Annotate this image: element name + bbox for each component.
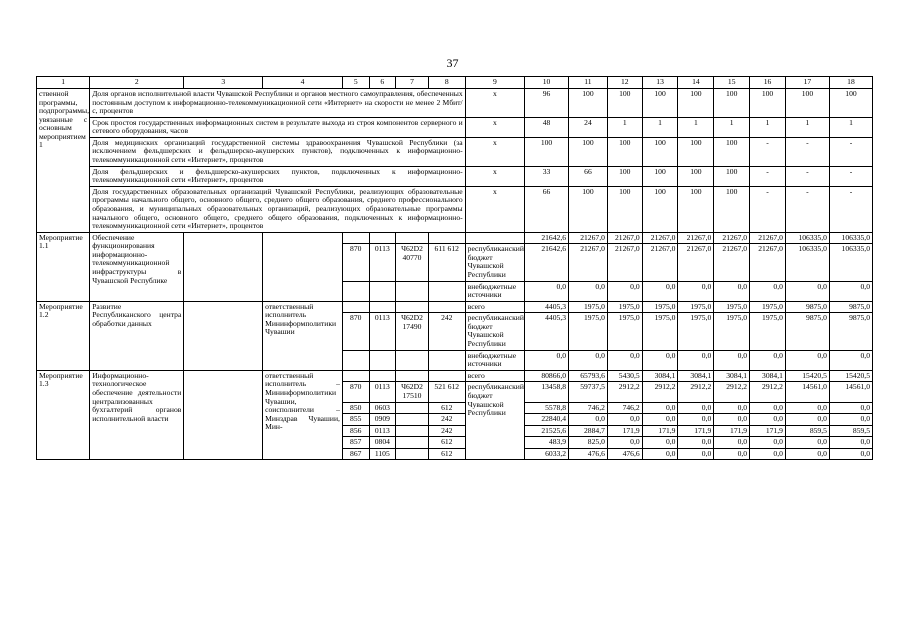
value-cell: 0,0 [829,448,872,460]
value-cell: 171,9 [714,425,750,437]
budget-code [396,402,429,414]
measure-label: Мероприятие 1.2 [37,301,90,370]
value-cell: 0,0 [785,350,829,370]
indicator-mark: x [465,166,524,186]
budget-code: 611 612 [428,244,465,281]
value-cell: 825,0 [569,437,608,449]
value-cell: 6033,2 [525,448,569,460]
indicator-mark: x [465,186,524,232]
column-header: 14 [678,77,714,89]
budget-code: 0909 [369,414,396,426]
value-cell: 0,0 [714,350,750,370]
value-cell: 2912,2 [678,382,714,402]
source-label: внебюджетные источники [465,350,524,370]
value-cell: 0,0 [714,402,750,414]
measure-name: Развитие Республиканского центра обработки данных [90,301,184,370]
value-cell: 171,9 [750,425,786,437]
empty-cell [342,232,369,244]
empty-cell [342,281,369,301]
value-cell: 1 [714,117,750,137]
budget-code: 870 [342,313,369,350]
value-cell: 66 [525,186,569,232]
value-cell: 171,9 [678,425,714,437]
value-cell: 476,6 [569,448,608,460]
empty-cell [396,370,429,382]
value-cell: 2912,2 [750,382,786,402]
value-cell: 1975,0 [714,313,750,350]
empty-cell [184,232,263,301]
value-cell: 100 [785,89,829,118]
value-cell: 0,0 [750,281,786,301]
column-header: 11 [569,77,608,89]
executor: ответственный исполнитель Мининформполитики Чувашии [263,301,343,370]
budget-code: 521 612 [428,382,465,402]
value-cell: 21267,0 [750,244,786,281]
value-cell: 9875,0 [829,301,872,313]
value-cell: 0,0 [678,281,714,301]
column-header: 16 [750,77,786,89]
budget-code: 870 [342,244,369,281]
value-cell: - [785,166,829,186]
value-cell: 0,0 [678,437,714,449]
value-cell: 0,0 [750,350,786,370]
indicator-text: Доля государственных образовательных организаций Чувашской Республики, реализующих образовательные программы начального общего, основного общего, среднего общего образования, среднего профессионального образования, и муниципальных образовательных организаций, реализующих образовательные программы начального общего, основного общего, среднего общего образования, подключенных к информационно-телекоммуникационной сети «Интернет», процентов [90,186,465,232]
value-cell: 106335,0 [829,232,872,244]
empty-cell [184,370,263,460]
value-cell: 100 [714,137,750,166]
value-cell: 5578,8 [525,402,569,414]
value-cell: 0,0 [785,448,829,460]
empty-cell [396,232,429,244]
value-cell: 2912,2 [607,382,642,402]
value-cell: 0,0 [569,350,608,370]
value-cell: 1975,0 [569,313,608,350]
value-cell: 9875,0 [785,313,829,350]
value-cell: 100 [569,186,608,232]
budget-code [396,448,429,460]
indicator-row [37,166,873,186]
empty-cell [396,281,429,301]
value-cell: 21267,0 [714,232,750,244]
value-cell: 1975,0 [750,301,786,313]
value-cell: 0,0 [750,437,786,449]
value-cell: 100 [829,89,872,118]
value-cell: 9875,0 [829,313,872,350]
header-row [37,77,873,89]
source-label: республиканский бюджет Чувашской Республики [465,244,524,281]
value-cell: - [750,186,786,232]
value-cell: - [785,186,829,232]
column-header: 5 [342,77,369,89]
value-cell: 1975,0 [642,313,678,350]
source-label: всего [465,301,524,313]
value-cell: 1 [678,117,714,137]
executor: ответственный исполнитель – Мининформполитики Чувашии, соисполнители – Минздрав Чувашии, Мин- [263,370,343,460]
empty-cell [342,370,369,382]
value-cell: 0,0 [750,448,786,460]
value-cell: 0,0 [642,402,678,414]
budget-code: Ч62D2 17510 [396,382,429,402]
empty-cell [428,350,465,370]
column-header: 4 [263,77,343,89]
indicator-mark: x [465,137,524,166]
empty-cell [369,281,396,301]
measure-name: Информационно-технологическое обеспечение деятельности централизованных бухгалтерий органов исполнительной власти [90,370,184,460]
value-cell: 0,0 [829,350,872,370]
value-cell: 100 [569,89,608,118]
page-number: 37 [446,56,459,70]
value-cell: 21267,0 [607,232,642,244]
budget-code: 0113 [369,382,396,402]
value-cell: 100 [569,137,608,166]
value-cell: 0,0 [678,350,714,370]
empty-cell [263,232,343,301]
value-cell: 0,0 [829,437,872,449]
budget-code [396,437,429,449]
budget-code: 0113 [369,313,396,350]
empty-cell [342,301,369,313]
budget-code: 242 [428,414,465,426]
value-cell: 0,0 [642,414,678,426]
program-table [36,76,873,460]
value-cell: 0,0 [678,448,714,460]
value-cell: 476,6 [607,448,642,460]
value-cell: 21267,0 [678,244,714,281]
column-header: 12 [607,77,642,89]
value-cell: 21267,0 [569,244,608,281]
value-cell: 859,5 [829,425,872,437]
value-cell: 171,9 [642,425,678,437]
value-cell: 14561,0 [785,382,829,402]
measure-name: Обеспечение функционирования информационно-телекоммуникационной инфраструктуры в Чувашской Республике [90,232,184,301]
value-cell: 21642,6 [525,244,569,281]
budget-code: 857 [342,437,369,449]
value-cell: 21267,0 [642,232,678,244]
value-cell: 24 [569,117,608,137]
value-cell: 15420,5 [785,370,829,382]
goal-label: ственной программы, подпрограммы, увязанные с основным мероприятием 1 [37,89,90,233]
empty-cell [369,232,396,244]
value-cell: - [750,137,786,166]
value-cell: 21525,6 [525,425,569,437]
value-cell: 106335,0 [829,244,872,281]
source-label: республиканский бюджет Чувашской Республики [465,382,524,460]
source-label: внебюджетные источники [465,281,524,301]
empty-cell [428,370,465,382]
value-cell: 0,0 [750,402,786,414]
value-cell: 1975,0 [569,301,608,313]
value-cell: 21267,0 [607,244,642,281]
column-header: 6 [369,77,396,89]
value-cell: 0,0 [607,414,642,426]
value-cell: 2912,2 [714,382,750,402]
value-cell: 0,0 [525,281,569,301]
value-cell: 1975,0 [607,313,642,350]
value-cell: 0,0 [785,281,829,301]
indicator-row [37,117,873,137]
value-cell: 21642,6 [525,232,569,244]
value-cell: 100 [714,166,750,186]
indicator-row [37,89,873,118]
indicator-mark: x [465,89,524,118]
budget-code: 242 [428,425,465,437]
value-cell: 0,0 [785,402,829,414]
column-header: 15 [714,77,750,89]
column-header: 17 [785,77,829,89]
empty-cell [342,350,369,370]
value-cell: 21267,0 [750,232,786,244]
budget-code: 0113 [369,425,396,437]
value-cell: 0,0 [750,414,786,426]
empty-cell [369,350,396,370]
value-cell: 48 [525,117,569,137]
budget-code: 855 [342,414,369,426]
budget-code: 856 [342,425,369,437]
value-cell: 100 [607,186,642,232]
budget-code: 612 [428,448,465,460]
column-header: 7 [396,77,429,89]
value-cell: 15420,5 [829,370,872,382]
source-label: всего [465,370,524,382]
value-cell: 4405,3 [525,313,569,350]
empty-cell [396,350,429,370]
value-cell: 0,0 [714,414,750,426]
value-cell: 100 [642,89,678,118]
value-cell: - [829,186,872,232]
value-cell: 0,0 [829,414,872,426]
value-cell: - [785,137,829,166]
measure-total-row [37,370,873,382]
value-cell: 3084,1 [678,370,714,382]
value-cell: 1975,0 [678,313,714,350]
value-cell: 3084,1 [642,370,678,382]
value-cell: 1975,0 [642,301,678,313]
indicator-text: Доля фельдшерских и фельдшерско-акушерских пунктов, подключенных к информационно-телекоммуникационной сети «Интернет», процентов [90,166,465,186]
value-cell: 0,0 [569,281,608,301]
value-cell: 0,0 [607,281,642,301]
value-cell: 0,0 [642,448,678,460]
measure-label: Мероприятие 1.1 [37,232,90,301]
value-cell: 0,0 [678,402,714,414]
value-cell: 3084,1 [750,370,786,382]
budget-code: Ч62D2 40770 [396,244,429,281]
value-cell: 21267,0 [678,232,714,244]
empty-cell [396,301,429,313]
value-cell: 21267,0 [642,244,678,281]
budget-code: Ч62D2 17490 [396,313,429,350]
value-cell: 1 [607,117,642,137]
value-cell: 0,0 [785,437,829,449]
value-cell: 106335,0 [785,232,829,244]
value-cell: 2884,7 [569,425,608,437]
value-cell: 100 [607,137,642,166]
value-cell: 859,5 [785,425,829,437]
value-cell: 0,0 [642,350,678,370]
value-cell: 66 [569,166,608,186]
value-cell: 0,0 [569,414,608,426]
value-cell: 100 [678,166,714,186]
value-cell: 0,0 [829,281,872,301]
column-header: 9 [465,77,524,89]
value-cell: 21267,0 [569,232,608,244]
value-cell: 483,9 [525,437,569,449]
value-cell: 0,0 [607,350,642,370]
value-cell: 5430,5 [607,370,642,382]
budget-code: 1105 [369,448,396,460]
empty-cell [465,232,524,244]
value-cell: 100 [750,89,786,118]
value-cell: 0,0 [829,402,872,414]
value-cell: - [829,166,872,186]
empty-cell [369,301,396,313]
value-cell: 2912,2 [642,382,678,402]
value-cell: 100 [525,137,569,166]
value-cell: 13458,8 [525,382,569,402]
budget-code: 0804 [369,437,396,449]
value-cell: 1975,0 [607,301,642,313]
value-cell: 1 [642,117,678,137]
empty-cell [369,370,396,382]
value-cell: 100 [714,186,750,232]
budget-code [396,425,429,437]
value-cell: 0,0 [642,281,678,301]
value-cell: - [750,166,786,186]
column-header: 1 [37,77,90,89]
value-cell: 96 [525,89,569,118]
value-cell: 0,0 [714,437,750,449]
empty-cell [184,301,263,370]
value-cell: 171,9 [607,425,642,437]
value-cell: 80866,0 [525,370,569,382]
empty-cell [428,301,465,313]
budget-code: 0113 [369,244,396,281]
measure-total-row [37,232,873,244]
column-header: 10 [525,77,569,89]
value-cell: 100 [642,166,678,186]
value-cell: 0,0 [642,437,678,449]
budget-code: 242 [428,313,465,350]
budget-code: 612 [428,402,465,414]
value-cell: 1 [829,117,872,137]
column-header: 8 [428,77,465,89]
value-cell: 65793,6 [569,370,608,382]
budget-code: 867 [342,448,369,460]
value-cell: 100 [678,137,714,166]
value-cell: 3084,1 [714,370,750,382]
budget-code: 612 [428,437,465,449]
value-cell: 0,0 [525,350,569,370]
indicator-text: Срок простоя государственных информационных систем в результате выхода из строя компонентов серверного и сетевого оборудования, часов [90,117,465,137]
column-header: 18 [829,77,872,89]
value-cell: 100 [678,186,714,232]
indicator-text: Доля органов исполнительной власти Чувашской Республики и органов местного самоуправления, обеспеченных постоянным доступом к информационно-телекоммуникационной сети «Интернет» на скорости не менее 2 Мбит/с, процентов [90,89,465,118]
column-header: 13 [642,77,678,89]
value-cell: 1 [785,117,829,137]
indicator-text: Доля медицинских организаций государственной системы здравоохранения Чувашской Республики (за исключением фельдшерских и фельдшерско-акушерских пунктов), подключенных к информационно-телекоммуникационной сети «Интернет», процентов [90,137,465,166]
column-header: 3 [184,77,263,89]
value-cell: 0,0 [678,414,714,426]
value-cell: - [829,137,872,166]
budget-code: 850 [342,402,369,414]
value-cell: 100 [607,89,642,118]
source-label: республиканский бюджет Чувашской Республики [465,313,524,350]
value-cell: 21267,0 [714,244,750,281]
indicator-row [37,137,873,166]
indicator-mark: x [465,117,524,137]
value-cell: 100 [642,137,678,166]
measure-label: Мероприятие 1.3 [37,370,90,460]
value-cell: 0,0 [714,448,750,460]
measure-total-row [37,301,873,313]
value-cell: 1975,0 [678,301,714,313]
empty-cell [428,281,465,301]
value-cell: 9875,0 [785,301,829,313]
value-cell: 0,0 [607,437,642,449]
budget-code: 870 [342,382,369,402]
value-cell: 1 [750,117,786,137]
value-cell: 106335,0 [785,244,829,281]
value-cell: 100 [642,186,678,232]
empty-cell [428,232,465,244]
value-cell: 4405,3 [525,301,569,313]
value-cell: 59737,5 [569,382,608,402]
value-cell: 100 [714,89,750,118]
column-header: 2 [90,77,184,89]
value-cell: 100 [678,89,714,118]
value-cell: 1975,0 [750,313,786,350]
value-cell: 746,2 [569,402,608,414]
value-cell: 22840,4 [525,414,569,426]
budget-code [396,414,429,426]
value-cell: 14561,0 [829,382,872,402]
indicator-row [37,186,873,232]
value-cell: 0,0 [714,281,750,301]
budget-code: 0603 [369,402,396,414]
value-cell: 746,2 [607,402,642,414]
value-cell: 100 [607,166,642,186]
value-cell: 33 [525,166,569,186]
value-cell: 1975,0 [714,301,750,313]
value-cell: 0,0 [785,414,829,426]
